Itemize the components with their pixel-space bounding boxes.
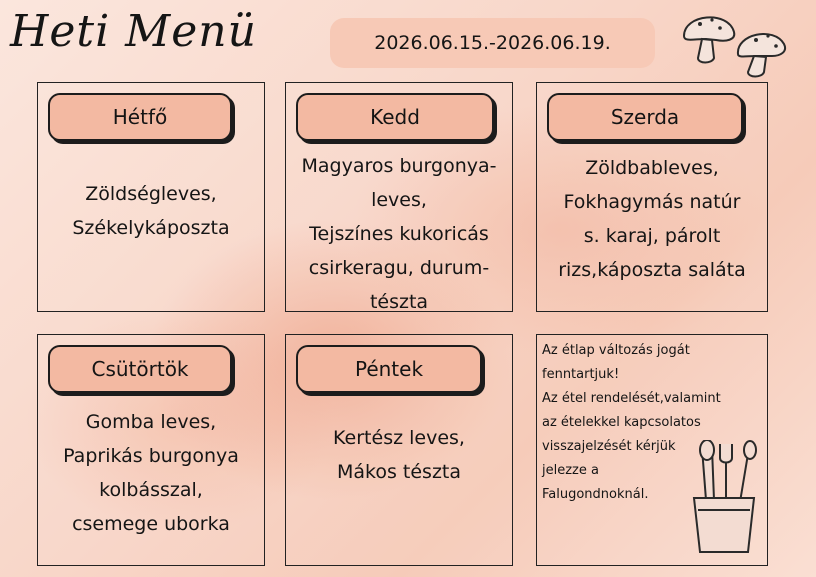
date-range-text: 2026.06.15.-2026.06.19. [374,32,611,54]
day-menu-thursday: Gomba leves, Paprikás burgonya kolbásszal, csemege uborka [63,411,239,535]
day-card-tuesday [285,82,513,312]
date-range-badge [330,18,655,68]
utensils-icon [686,440,762,556]
day-label-wednesday: Szerda [547,93,743,141]
day-label-friday: Péntek [296,345,482,393]
day-label-monday: Hétfő [48,93,232,141]
day-card-thursday [37,334,265,566]
day-card-monday [37,82,265,312]
day-menu-wednesday: Zöldbableves, Fokhagymás natúr s. karaj, párolt rizs,káposzta saláta [558,157,746,281]
mushroom-icon [676,6,791,81]
day-card-friday [285,334,513,566]
day-menu-tuesday: Magyaros burgonya- leves, Tejszínes kukoricás csirkeragu, durum- tészta [301,155,497,313]
day-label-tuesday: Kedd [296,93,494,141]
menu-title: Heti Menü [10,6,257,57]
day-label-thursday: Csütörtök [48,345,232,393]
day-menu-friday: Kertész leves, Mákos tészta [333,427,465,483]
day-card-wednesday [536,82,768,312]
day-menu-monday: Zöldségleves, Székelykáposzta [72,183,230,239]
notice-text: Az étlap változás jogát fenntartjuk! Az étel rendelését,valamint az ételekkel kapcsolatos visszajelzését kérjük jelezze a Falugondnoknál. [542,343,721,502]
